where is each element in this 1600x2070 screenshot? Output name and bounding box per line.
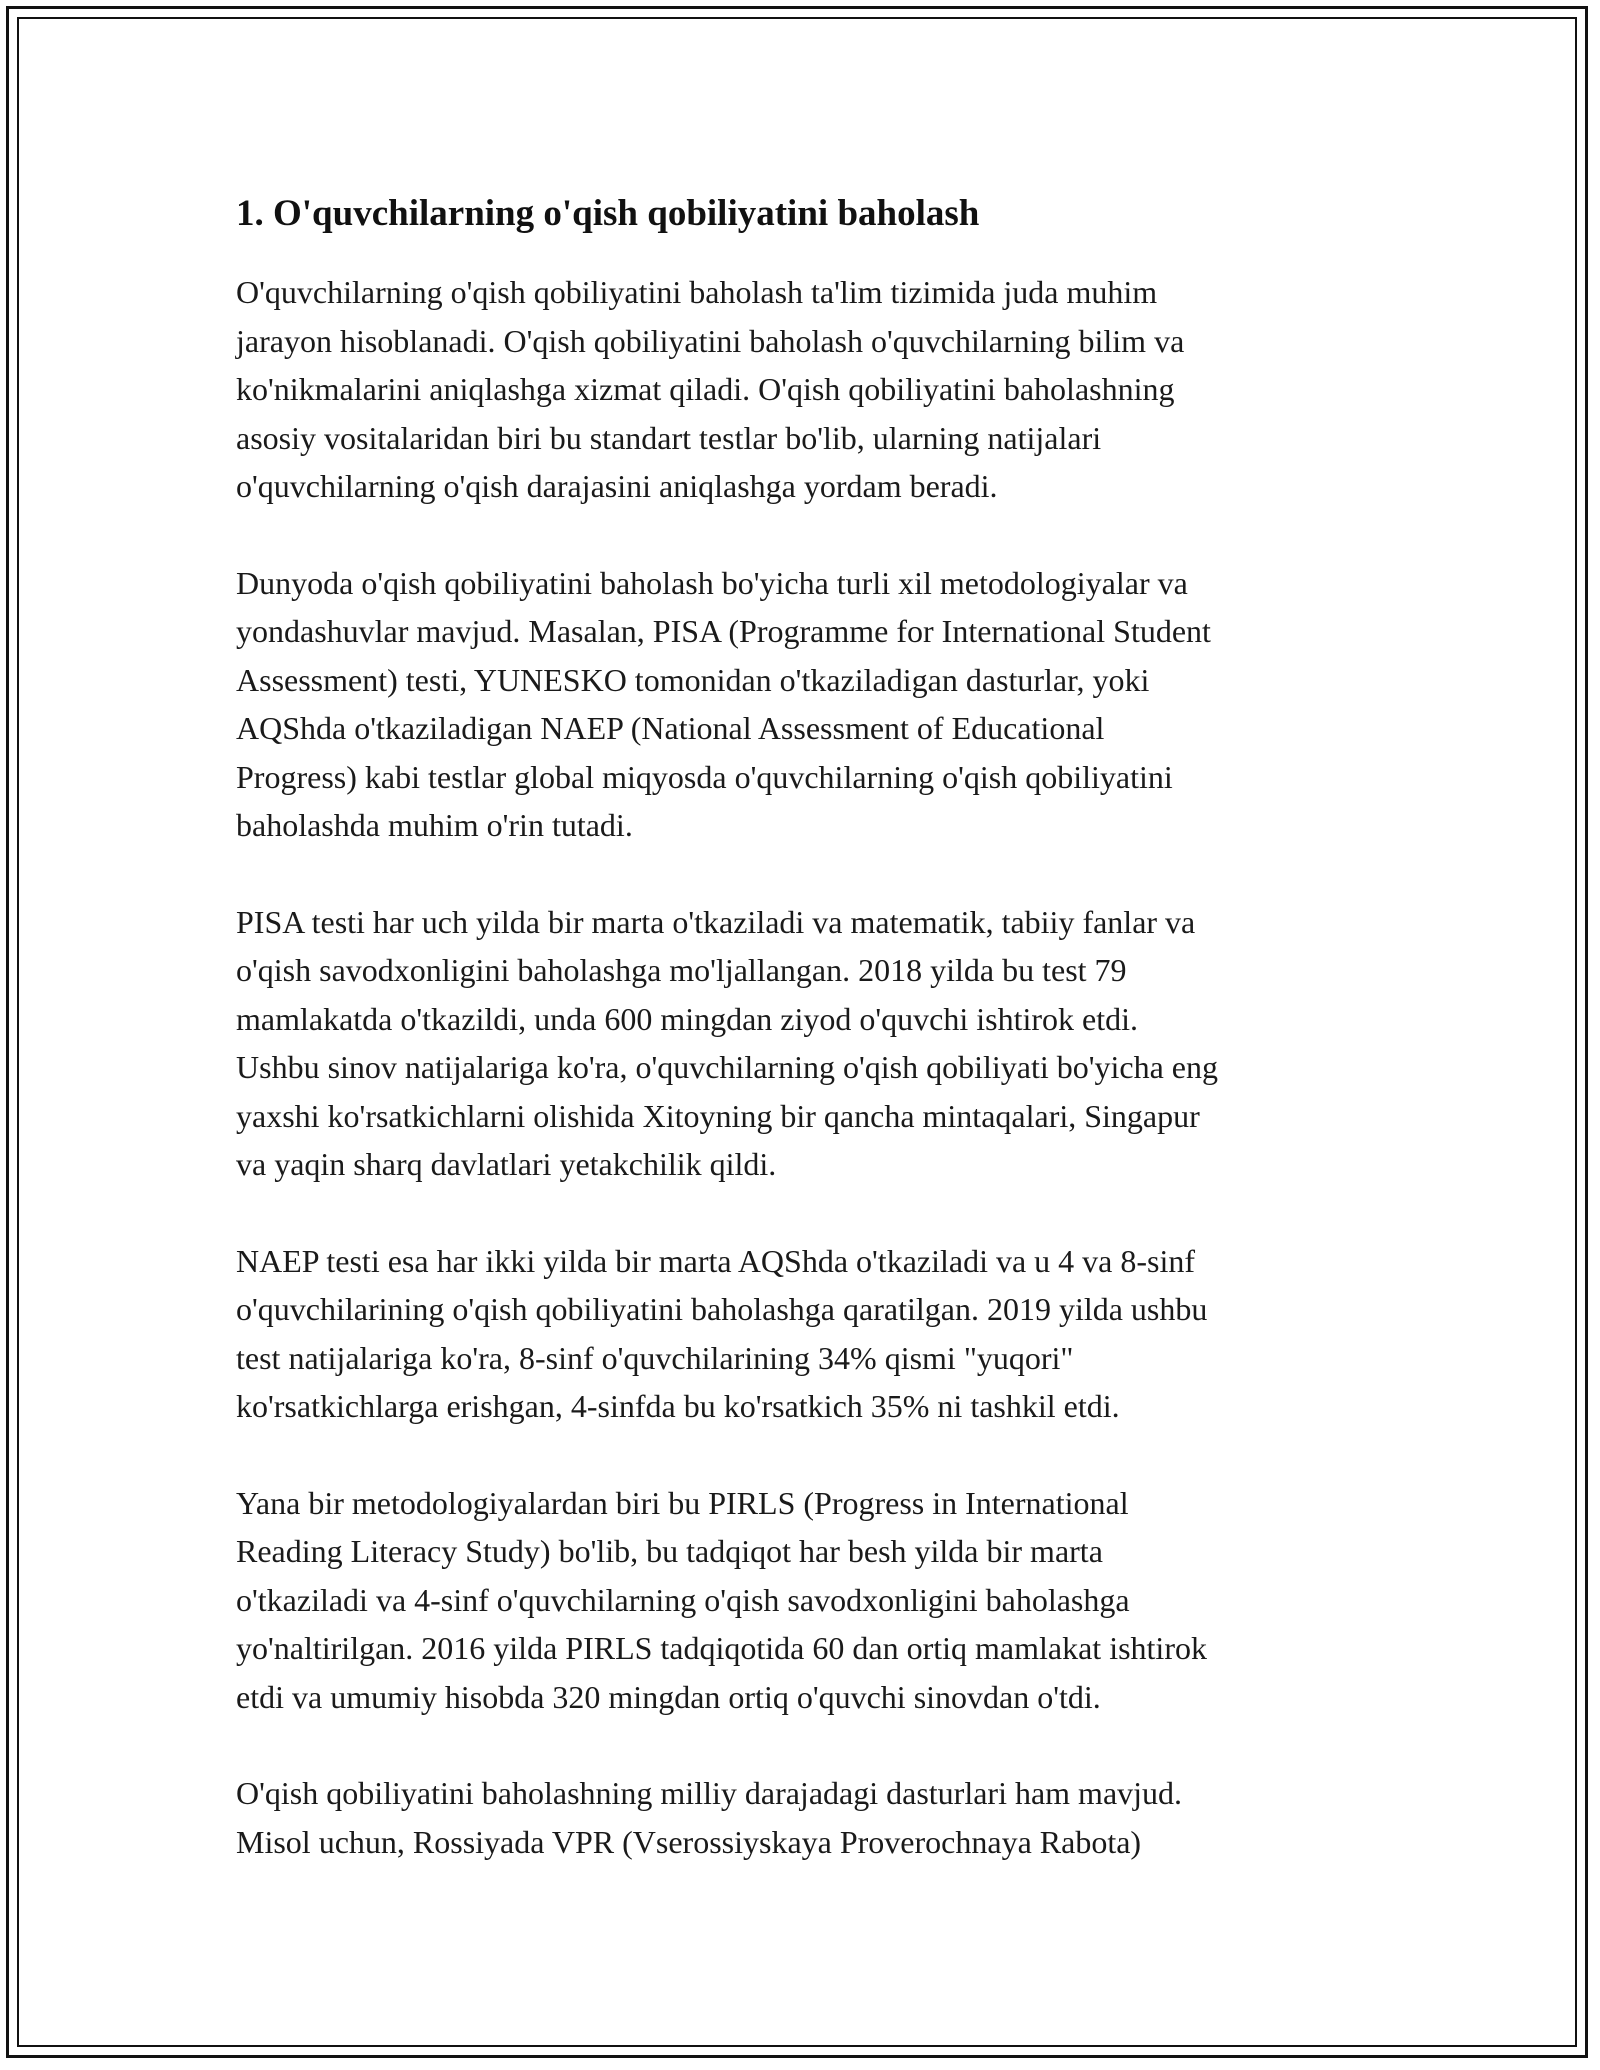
- text-line: Assessment) testi, YUNESKO tomonidan o'tkaziladigan dasturlar, yoki: [236, 661, 1150, 698]
- text-line: yo'naltirilgan. 2016 yilda PIRLS tadqiqotida 60 dan ortiq mamlakat ishtirok: [236, 1630, 1207, 1666]
- text-line: asosiy vositalaridan biri bu standart testlar bo'lib, ularning natijalari: [236, 419, 1102, 456]
- text-line: baholashda muhim o'rin tutadi.: [236, 807, 633, 843]
- text-line: etdi va umumiy hisobda 320 mingdan ortiq o'quvchi sinovdan o'tdi.: [236, 1678, 1101, 1715]
- text-line: Yana bir metodologiyalardan biri bu PIRLS (Progress in International: [236, 1484, 1129, 1521]
- text-line: Misol uchun, Rossiyada VPR (Vserossiyskaya Proverochnaya Rabota): [236, 1823, 1142, 1860]
- text-line: ko'nikmalarini aniqlashga xizmat qiladi. O'qish qobiliyatini baholashning: [236, 371, 1175, 407]
- text-line: ko'rsatkichlarga erishgan, 4-sinfda bu ko'rsatkich 35% ni tashkil etdi.: [236, 1388, 1120, 1424]
- text-line: yaxshi ko'rsatkichlarni olishida Xitoyning bir qancha mintaqalari, Singapur: [236, 1097, 1200, 1134]
- section-heading: 1. O'quvchilarning o'qish qobiliyatini baholash: [236, 193, 980, 234]
- text-line: mamlakatda o'tkazildi, unda 600 mingdan ziyod o'quvchi ishtirok etdi.: [236, 1000, 1139, 1037]
- text-line: Dunyoda o'qish qobiliyatini baholash bo'yicha turli xil metodologiyalar va: [236, 564, 1188, 601]
- text-line: o'tkaziladi va 4-sinf o'quvchilarning o'qish savodxonligini baholashga: [236, 1581, 1130, 1618]
- text-line: yondashuvlar mavjud. Masalan, PISA (Programme for International Student: [236, 613, 1211, 649]
- paragraph-2: [236, 559, 1386, 850]
- text-line: Reading Literacy Study) bo'lib, bu tadqiqot har besh yilda bir marta: [236, 1533, 1103, 1569]
- text-line: Progress) kabi testlar global miqyosda o'quvchilarning o'qish qobiliyatini: [236, 758, 1173, 795]
- text-line: O'qish qobiliyatini baholashning milliy darajadagi dasturlari ham mavjud.: [236, 1775, 1183, 1811]
- text-line: o'quvchilarining o'qish qobiliyatini baholashga qaratilgan. 2019 yilda ushbu: [236, 1291, 1208, 1327]
- text-line: jarayon hisoblanadi. O'qish qobiliyatini baholash o'quvchilarning bilim va: [236, 322, 1185, 359]
- text-line: NAEP testi esa har ikki yilda bir marta AQShda o'tkaziladi va u 4 va 8-sinf: [236, 1242, 1196, 1279]
- paragraph-3: [236, 898, 1386, 1189]
- paragraph-6: [236, 1769, 1386, 1866]
- text-line: va yaqin sharq davlatlari yetakchilik qildi.: [236, 1146, 777, 1182]
- paragraph-4: [236, 1237, 1386, 1431]
- document-body: [236, 186, 1386, 1914]
- text-line: Ushbu sinov natijalariga ko'ra, o'quvchilarning o'qish qobiliyati bo'yicha eng: [236, 1049, 1218, 1085]
- text-line: test natijalariga ko'ra, 8-sinf o'quvchilarining 34% qismi "yuqori": [236, 1339, 1074, 1376]
- text-line: O'quvchilarning o'qish qobiliyatini baholash ta'lim tizimida juda muhim: [236, 274, 1158, 310]
- paragraph-1: [236, 268, 1386, 511]
- text-line: PISA testi har uch yilda bir marta o'tkaziladi va matematik, tabiiy fanlar va: [236, 903, 1196, 940]
- text-line: o'qish savodxonligini baholashga mo'ljallangan. 2018 yilda bu test 79: [236, 952, 1127, 988]
- text-line: AQShda o'tkaziladigan NAEP (National Assessment of Educational: [236, 710, 1105, 746]
- text-line: o'quvchilarning o'qish darajasini aniqlashga yordam beradi.: [236, 468, 998, 504]
- paragraph-5: [236, 1479, 1386, 1722]
